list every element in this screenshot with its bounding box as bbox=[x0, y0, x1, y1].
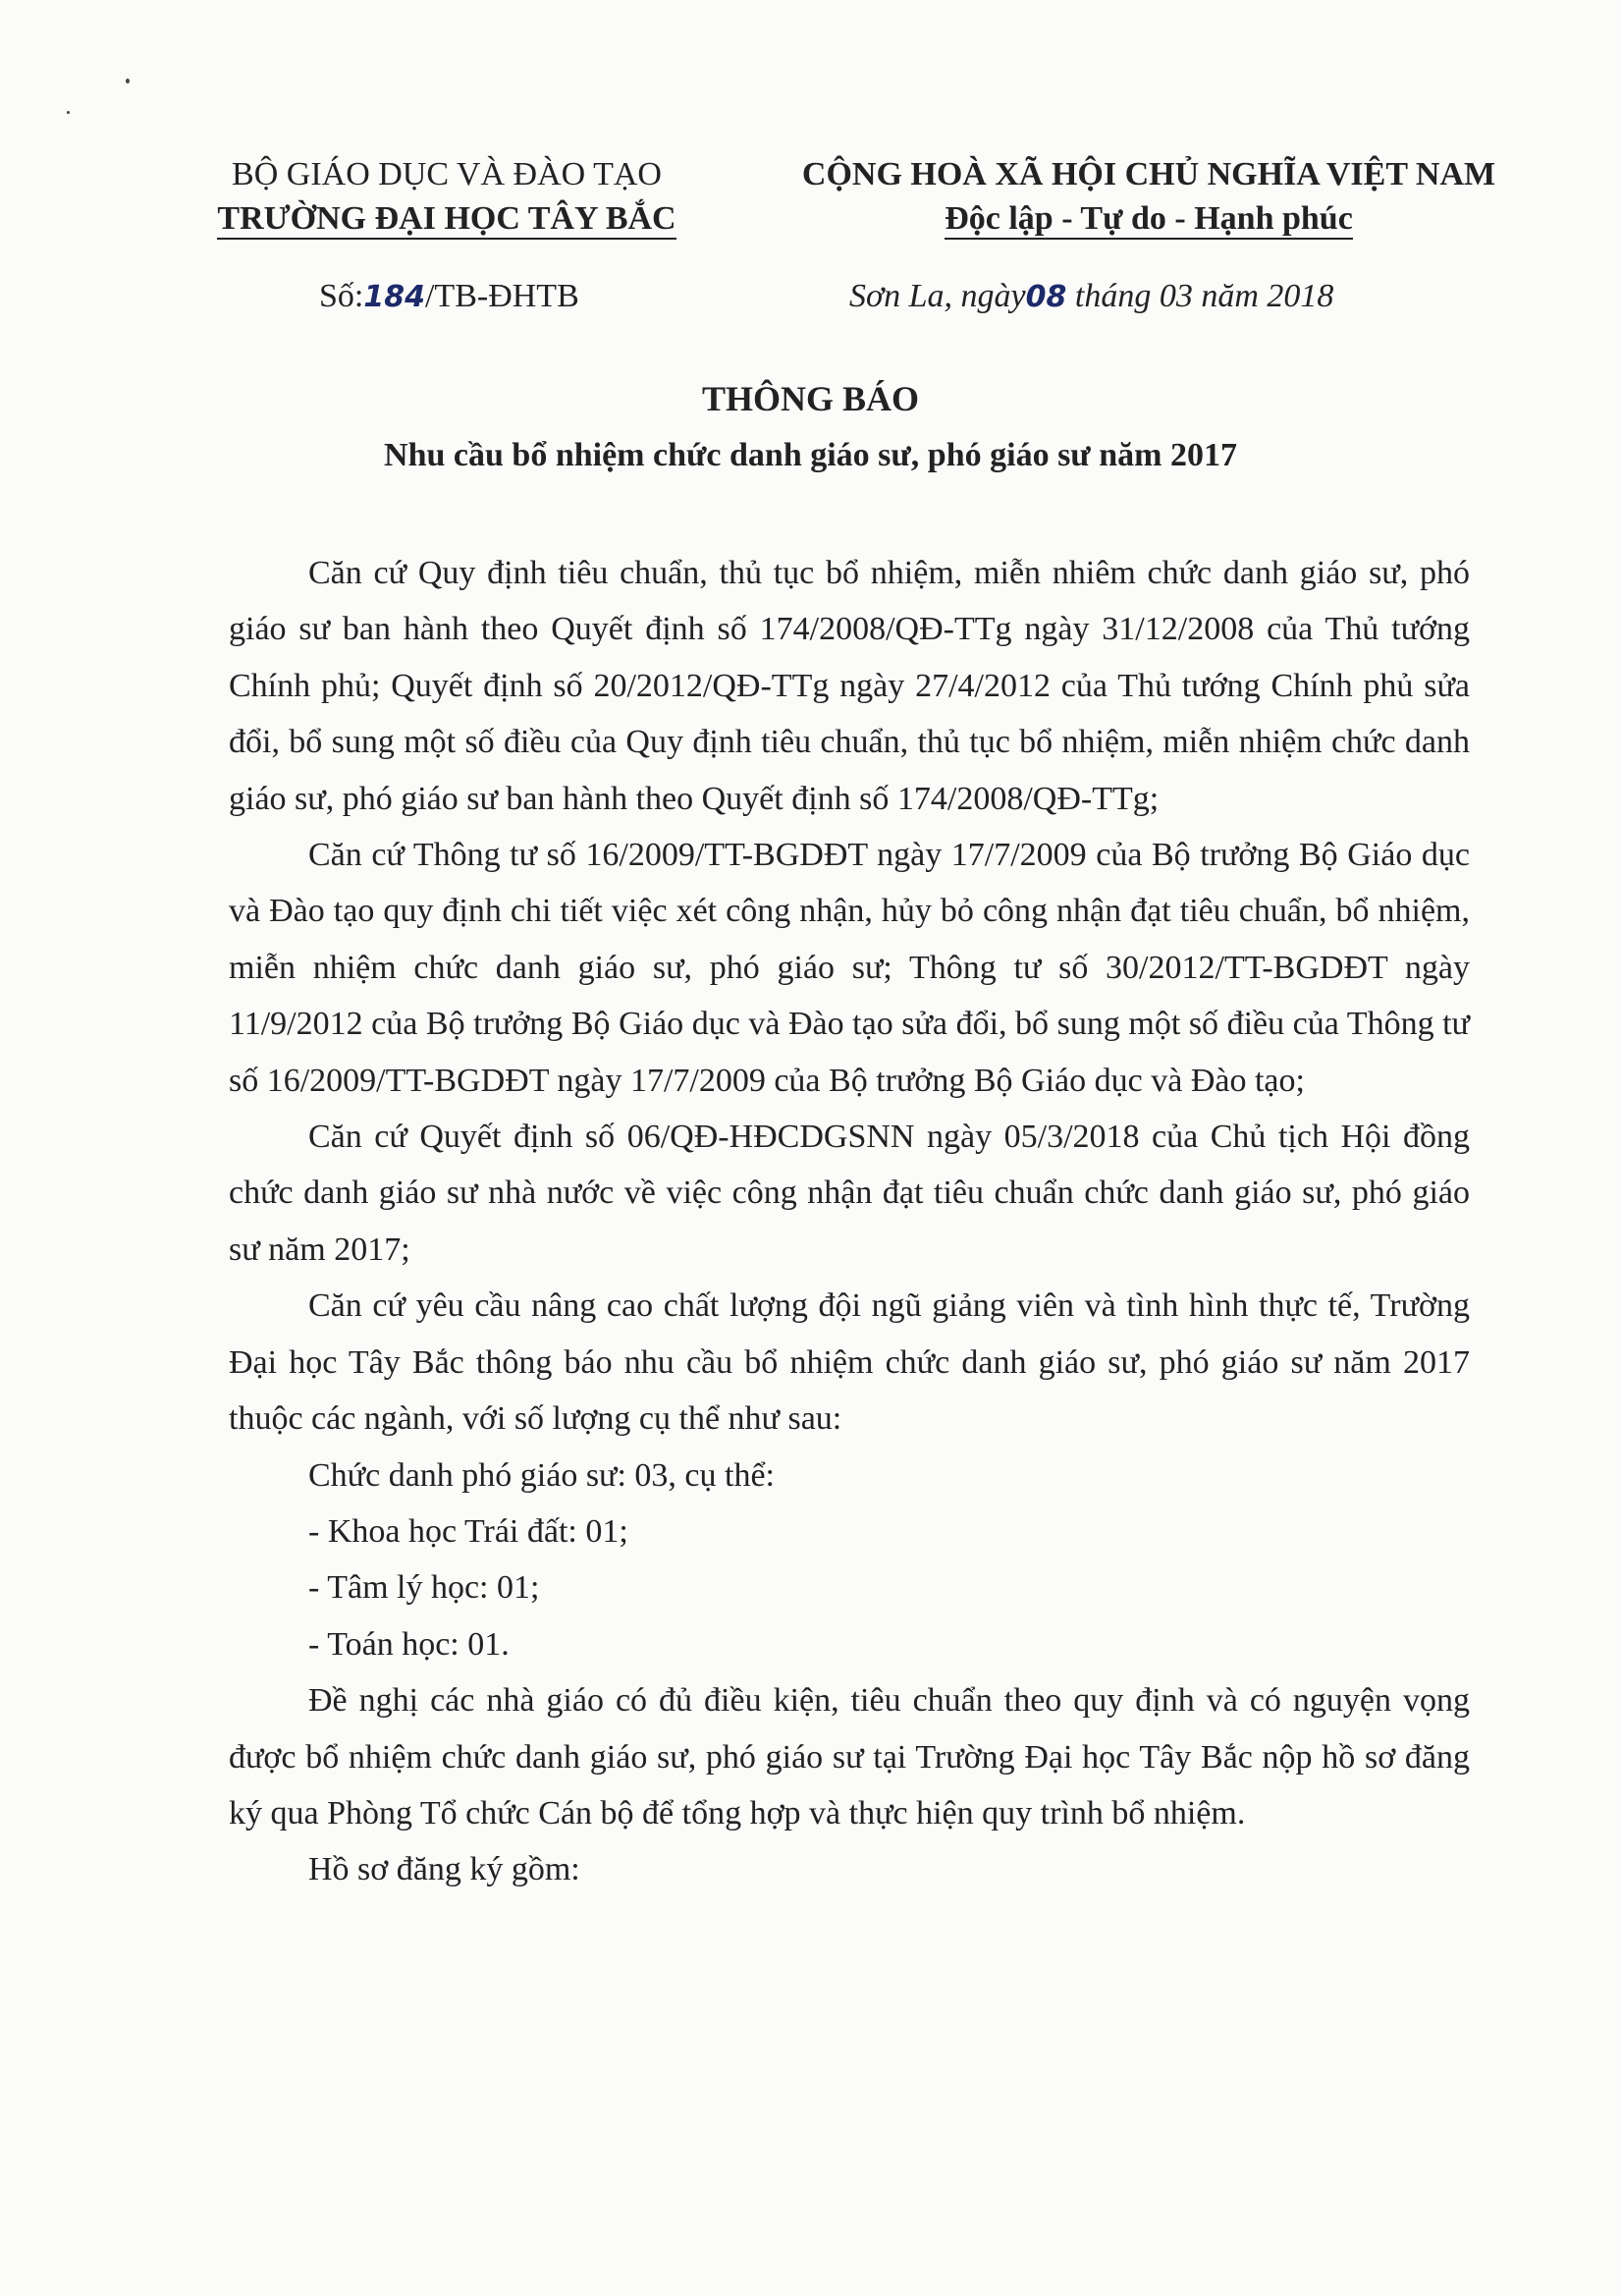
body-paragraph: Căn cứ Quy định tiêu chuẩn, thủ tục bổ nhiệm, miễn nhiêm chức danh giáo sư, phó giáo sư ban hành theo Quyết định số 174/2008/QĐ-TTg ngày 31/12/2008 của Thủ tướng Chính phủ; Quyết định số 20/2012/QĐ-TTg ngày 27/4/2012 của Thủ tướng Chính phủ sửa đổi, bổ sung một số điều của Quy định tiêu chuẩn, thủ tục bổ nhiệm, miễn nhiệm chức danh giáo sư, phó giáo sư ban hành theo Quyết định số 174/2008/QĐ-TTg; bbox=[229, 555, 1470, 817]
university-name bbox=[167, 196, 727, 241]
list-item: Chức danh phó giáo sư: 03, cụ thể: bbox=[308, 1456, 776, 1494]
scan-speck bbox=[126, 79, 130, 83]
issuer-block bbox=[167, 152, 727, 241]
list-item: - Tâm lý học: 01; bbox=[308, 1569, 540, 1607]
document-number-suffix: /TB-ĐHTB bbox=[424, 278, 579, 314]
country-name: CỘNG HOÀ XÃ HỘI CHỦ NGHĨA VIỆT NAM bbox=[801, 156, 1496, 192]
document-subtitle: Nhu cầu bổ nhiệm chức danh giáo sư, phó giáo sư năm 2017 bbox=[384, 437, 1237, 473]
document-date bbox=[849, 278, 1333, 315]
scan-speck bbox=[67, 111, 70, 114]
national-motto bbox=[727, 196, 1571, 241]
national-motto-text: Độc lập - Tự do - Hạnh phúc bbox=[945, 200, 1353, 240]
document-body bbox=[229, 545, 1470, 1898]
list-item: - Toán học: 01. bbox=[308, 1625, 510, 1663]
handwritten-day: 08 bbox=[1025, 280, 1067, 314]
university-name-text: TRƯỜNG ĐẠI HỌC TÂY BẮC bbox=[217, 200, 675, 240]
date-prefix: Sơn La, ngày bbox=[849, 278, 1026, 314]
dossier-heading: Hồ sơ đăng ký gồm: bbox=[308, 1851, 580, 1888]
closing-paragraph: Đề nghị các nhà giáo có đủ điều kiện, tiêu chuẩn theo quy định và có nguyện vọng được bổ nhiệm chức danh giáo sư, phó giáo sư tại Trường Đại học Tây Bắc nộp hồ sơ đăng ký qua Phòng Tổ chức Cán bộ để tổng hợp và thực hiện quy trình bổ nhiệm. bbox=[229, 1682, 1470, 1831]
ministry-name: BỘ GIÁO DỤC VÀ ĐÀO TẠO bbox=[232, 156, 662, 192]
document-number bbox=[319, 278, 579, 315]
body-paragraph: Căn cứ yêu cầu nâng cao chất lượng đội ngũ giảng viên và tình hình thực tế, Trường Đại học Tây Bắc thông báo nhu cầu bổ nhiệm chức danh giáo sư, phó giáo sư năm 2017 thuộc các ngành, với số lượng cụ thể như sau: bbox=[229, 1287, 1470, 1438]
date-suffix: tháng 03 năm 2018 bbox=[1066, 278, 1334, 314]
body-paragraph: Căn cứ Thông tư số 16/2009/TT-BGDĐT ngày 17/7/2009 của Bộ trưởng Bộ Giáo dục và Đào tạo quy định chi tiết việc xét công nhận, hủy bỏ công nhận đạt tiêu chuẩn, bổ nhiệm, miễn nhiệm chức danh giáo sư, phó giáo sư; Thông tư số 30/2012/TT-BGDĐT ngày 11/9/2012 của Bộ trưởng Bộ Giáo dục và Đào tạo sửa đổi, bổ sung một số điều của Thông tư số 16/2009/TT-BGDĐT ngày 17/7/2009 của Bộ trưởng Bộ Giáo dục và Đào tạo; bbox=[229, 837, 1470, 1099]
handwritten-number: 184 bbox=[363, 280, 425, 314]
document-title: THÔNG BÁO bbox=[701, 379, 920, 418]
list-item: - Khoa học Trái đất: 01; bbox=[308, 1512, 628, 1550]
document-number-prefix: Số: bbox=[319, 278, 364, 314]
national-heading bbox=[727, 152, 1571, 241]
body-paragraph: Căn cứ Quyết định số 06/QĐ-HĐCDGSNN ngày 05/3/2018 của Chủ tịch Hội đồng chức danh giáo sư nhà nước về việc công nhận đạt tiêu chuẩn chức danh giáo sư, phó giáo sư năm 2017; bbox=[229, 1119, 1470, 1268]
